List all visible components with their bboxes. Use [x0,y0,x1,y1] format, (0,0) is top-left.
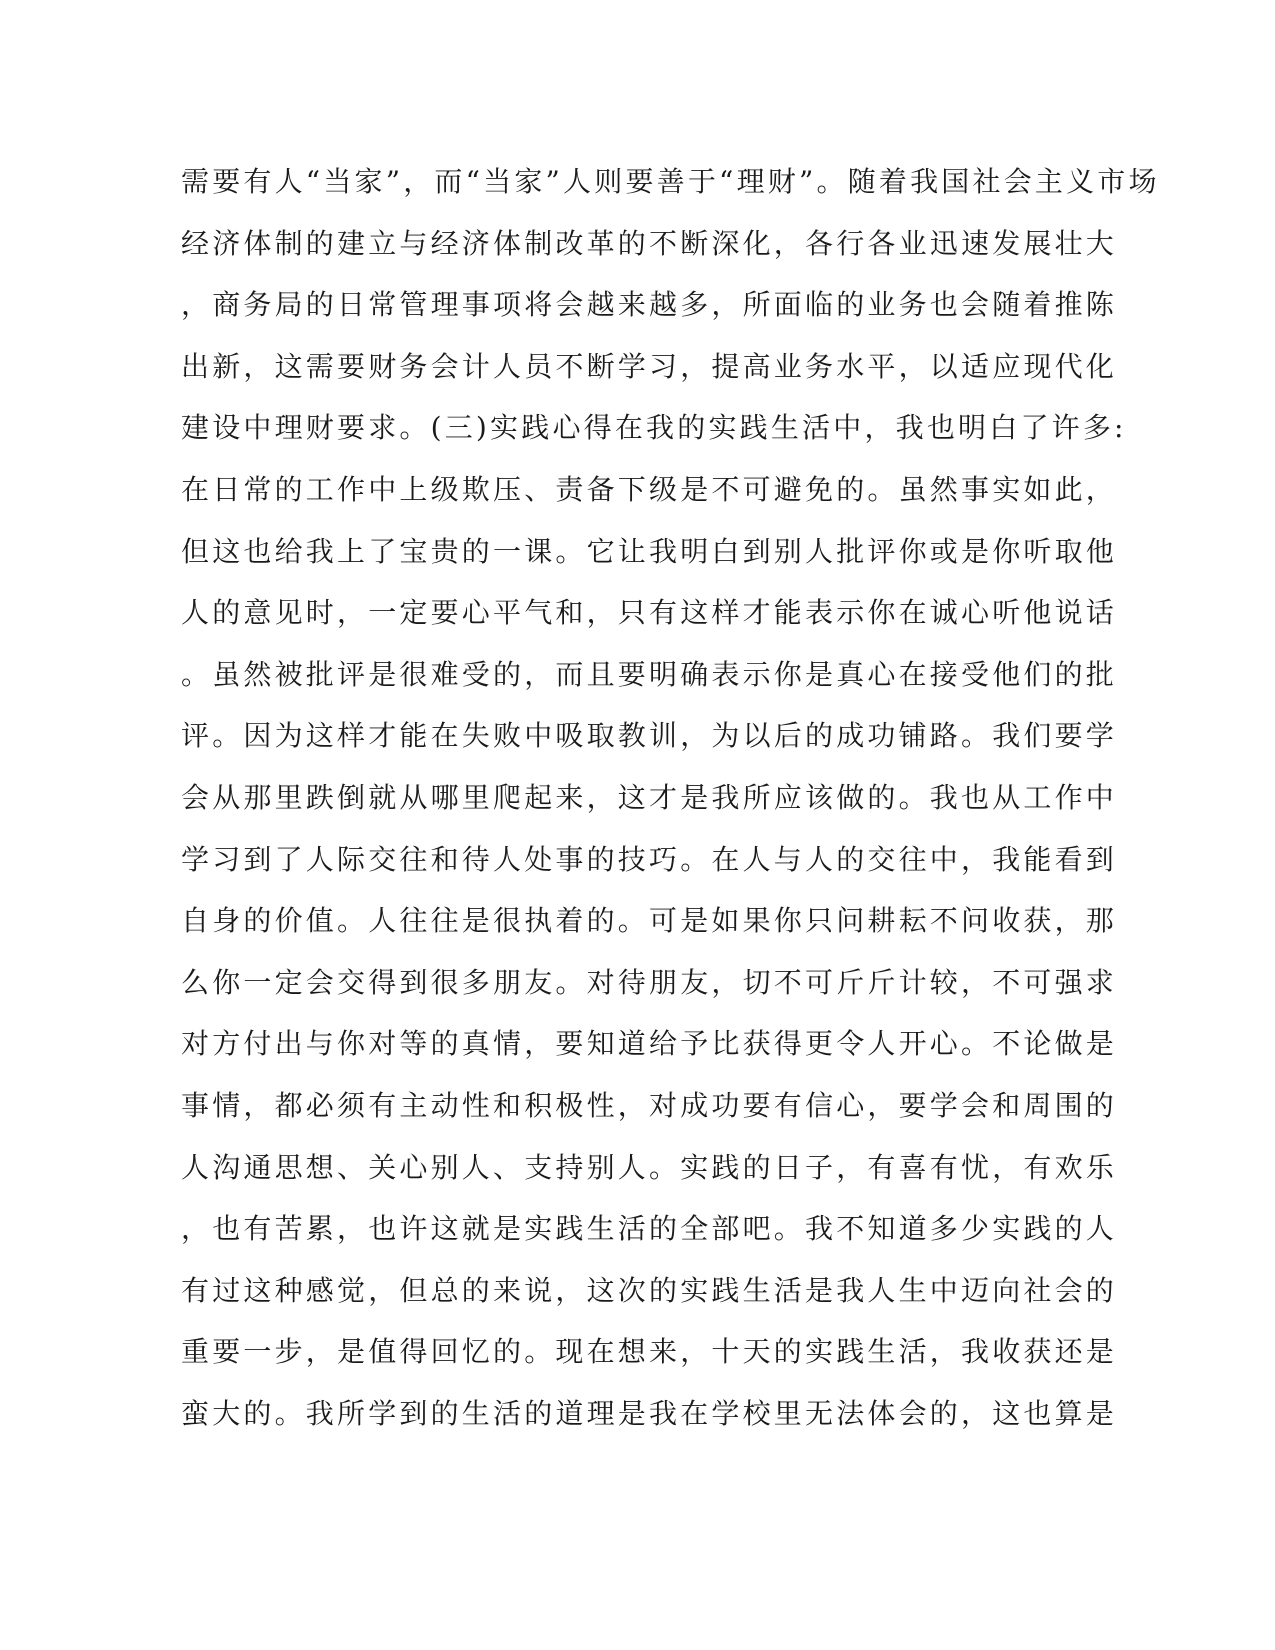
body-text [181,160,1160,1453]
text-line: 么你一定会交得到很多朋友。对待朋友，切不可斤斤计较，不可强求 [181,965,1118,999]
text-line: 在日常的工作中上级欺压、责备下级是不可避免的。虽然事实如此， [181,472,1118,506]
text-line: 学习到了人际交往和待人处事的技巧。在人与人的交往中，我能看到 [181,842,1118,876]
text-line: 人沟通思想、关心别人、支持别人。实践的日子，有喜有忧，有欢乐 [181,1150,1118,1184]
text-line: 。虽然被批评是很难受的，而且要明确表示你是真心在接受他们的批 [181,657,1118,691]
text-line: ，也有苦累，也许这就是实践生活的全部吧。我不知道多少实践的人 [181,1212,1118,1246]
text-line: 会从那里跌倒就从哪里爬起来，这才是我所应该做的。我也从工作中 [181,780,1118,814]
text-line: 经济体制的建立与经济体制改革的不断深化，各行各业迅速发展壮大 [181,226,1118,260]
text-line: 评。因为这样才能在失败中吸取教训，为以后的成功铺路。我们要学 [181,719,1118,753]
text-line: 出新，这需要财务会计人员不断学习，提高业务水平，以适应现代化 [181,349,1118,383]
text-line: 需要有人“当家”，而“当家”人则要善于“理财”。随着我国社会主义市场 [181,165,1160,198]
text-line: 自身的价值。人往往是很执着的。可是如果你只问耕耘不问收获，那 [181,904,1118,938]
text-line: 蛮大的。我所学到的生活的道理是我在学校里无法体会的，这也算是 [181,1396,1118,1430]
text-line: 对方付出与你对等的真情，要知道给予比获得更令人开心。不论做是 [181,1027,1118,1061]
text-line: 事情，都必须有主动性和积极性，对成功要有信心，要学会和周围的 [181,1088,1118,1122]
text-line: 重要一步，是值得回忆的。现在想来，十天的实践生活，我收获还是 [181,1335,1118,1369]
text-line: ，商务局的日常管理事项将会越来越多，所面临的业务也会随着推陈 [181,288,1118,322]
text-line: 建设中理财要求。(三)实践心得在我的实践生活中，我也明白了许多: [181,411,1127,445]
text-line: 有过这种感觉，但总的来说，这次的实践生活是我人生中迈向社会的 [181,1273,1118,1307]
text-line: 人的意见时，一定要心平气和，只有这样才能表示你在诚心听他说话 [181,596,1118,630]
text-line: 但这也给我上了宝贵的一课。它让我明白到别人批评你或是你听取他 [181,534,1118,568]
